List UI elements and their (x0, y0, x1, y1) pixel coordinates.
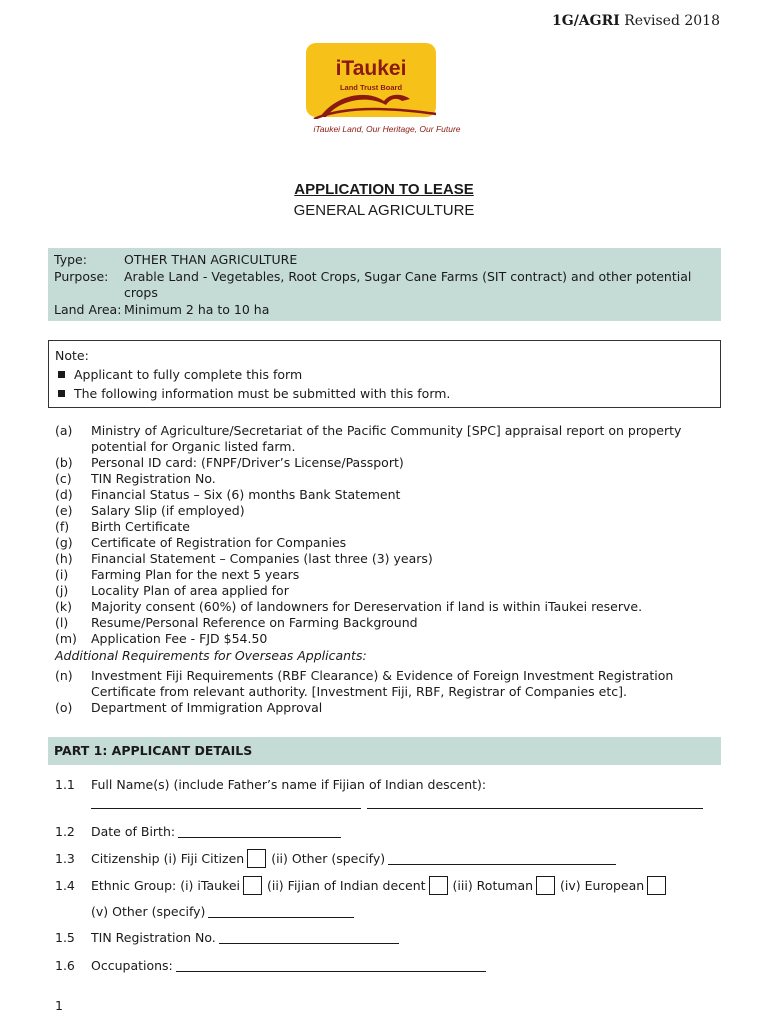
list-item (55, 487, 725, 503)
field-ethnic-other-row (91, 904, 354, 919)
overseas-heading: Additional Requirements for Overseas Applicants: (55, 648, 367, 663)
lease-info-box (48, 248, 721, 321)
list-item (55, 519, 725, 535)
item-text: Certificate of Registration for Companies (91, 535, 347, 550)
field-label: Ethnic Group: (i) iTaukei (91, 878, 240, 893)
item-key: (d) (55, 487, 73, 502)
item-text: Application Fee - FJD $54.50 (91, 631, 268, 646)
item-text: Majority consent (60%) of landowners for Dereservation if land is within iTaukei reserve. (91, 599, 643, 614)
list-item (55, 535, 725, 551)
citizenship-other-field[interactable] (388, 852, 616, 865)
ethnic-other-field[interactable] (208, 905, 354, 918)
item-text: Ministry of Agriculture/Secretariat of the Pacific Community [SPC] appraisal report on property potential for Organic listed farm. (91, 423, 682, 454)
field-label: Occupations: (91, 958, 173, 973)
full-name-lines (91, 796, 703, 809)
info-area-value: Minimum 2 ha to 10 ha (124, 301, 270, 317)
item-text: Resume/Personal Reference on Farming Background (91, 615, 418, 630)
field-full-name-row (55, 777, 486, 792)
field-citizenship-row (55, 849, 616, 868)
item-text: Department of Immigration Approval (91, 700, 323, 715)
page-subtitle: GENERAL AGRICULTURE (293, 202, 475, 219)
page-title: APPLICATION TO LEASE (294, 181, 474, 198)
fiji-citizen-checkbox[interactable] (247, 849, 266, 868)
logo-subtitle: Land Trust Board (339, 83, 403, 92)
note-box (48, 340, 721, 408)
item-key: (f) (55, 519, 70, 534)
note-heading: Note: (55, 348, 89, 363)
field-ethnic-row (55, 876, 671, 895)
note-item-text: Applicant to fully complete this form (74, 367, 303, 382)
item-key: (o) (55, 700, 73, 715)
info-type-label: Type: (54, 252, 87, 267)
logo-tagline: iTaukei Land, Our Heritage, Our Future (313, 124, 461, 134)
list-item (55, 567, 725, 583)
list-item (55, 615, 725, 631)
item-text: Locality Plan of area applied for (91, 583, 289, 598)
field-number: 1.4 (55, 878, 75, 893)
full-name-field-2[interactable] (367, 796, 703, 809)
bullet-square-icon (58, 390, 65, 397)
field-number: 1.6 (55, 958, 75, 973)
item-key: (l) (55, 615, 69, 630)
field-label: Full Name(s) (include Father’s name if Fijian of Indian descent): (91, 777, 487, 792)
list-item (55, 599, 725, 615)
page-number: 1 (55, 998, 63, 1013)
logo-badge (306, 43, 436, 117)
item-key: (n) (55, 668, 73, 683)
bullet-square-icon (58, 371, 65, 378)
info-area-label: Land Area: (54, 301, 122, 317)
field-occupation-row (55, 958, 486, 973)
field-label: (ii) Other (specify) (271, 851, 386, 866)
item-key: (m) (55, 631, 77, 646)
list-item (55, 668, 725, 700)
logo-brand: iTaukei (335, 57, 407, 80)
note-item (55, 365, 714, 384)
form-code (552, 13, 720, 29)
list-item (55, 631, 725, 647)
field-number: 1.5 (55, 930, 75, 945)
item-key: (g) (55, 535, 73, 550)
note-item (55, 384, 714, 403)
item-text: Investment Fiji Requirements (RBF Clearance) & Evidence of Foreign Investment Registration Certificate from relevant authority. [Investment Fiji, RBF, Registrar of Companies etc]. (91, 668, 674, 699)
part1-heading: PART 1: APPLICANT DETAILS (48, 737, 721, 765)
list-item (55, 583, 725, 599)
form-code-revision: Revised 2018 (624, 13, 720, 29)
field-dob-row (55, 824, 341, 839)
item-key: (a) (55, 423, 73, 438)
field-label: (iii) Rotuman (452, 878, 534, 893)
item-text: Financial Statement – Companies (last three (3) years) (91, 551, 433, 566)
item-key: (j) (55, 583, 69, 598)
note-item-text: The following information must be submitted with this form. (74, 386, 451, 401)
item-key: (c) (55, 471, 72, 486)
field-label: Date of Birth: (91, 824, 176, 839)
itaukei-checkbox[interactable] (243, 876, 262, 895)
tin-field[interactable] (219, 931, 399, 944)
field-tin-row (55, 930, 399, 945)
info-area-row (54, 302, 715, 319)
fijian-indian-checkbox[interactable] (429, 876, 448, 895)
info-purpose-value: Arable Land - Vegetables, Root Crops, Sugar Cane Farms (SIT contract) and other potential crops (124, 268, 692, 300)
list-item (55, 471, 725, 487)
list-item (55, 551, 725, 567)
european-checkbox[interactable] (647, 876, 666, 895)
occupation-field[interactable] (176, 959, 486, 972)
item-key: (e) (55, 503, 73, 518)
dob-field[interactable] (178, 825, 341, 838)
item-key: (b) (55, 455, 73, 470)
form-code-id: 1G/AGRI (552, 13, 620, 29)
item-key: (h) (55, 551, 73, 566)
info-purpose-label: Purpose: (54, 268, 109, 284)
item-text: Birth Certificate (91, 519, 190, 534)
item-text: Financial Status – Six (6) months Bank Statement (91, 487, 401, 502)
item-key: (k) (55, 599, 72, 614)
list-item (55, 700, 725, 716)
list-item (55, 455, 725, 471)
field-number: 1.2 (55, 824, 75, 839)
field-number: 1.3 (55, 851, 75, 866)
field-label: TIN Registration No. (91, 930, 216, 945)
field-label: (v) Other (specify) (91, 904, 206, 919)
info-type-value: OTHER THAN AGRICULTURE (124, 252, 298, 267)
field-label: Citizenship (i) Fiji Citizen (91, 851, 245, 866)
info-type-row (54, 252, 715, 269)
item-text: Farming Plan for the next 5 years (91, 567, 300, 582)
item-text: Salary Slip (if employed) (91, 503, 245, 518)
list-item (55, 503, 725, 519)
field-number: 1.1 (55, 777, 75, 792)
logo-swoosh-icon (306, 87, 436, 119)
item-text: Personal ID card: (FNPF/Driver’s License/Passport) (91, 455, 404, 470)
itaukei-logo (298, 43, 476, 139)
requirements-list (55, 423, 725, 716)
rotuman-checkbox[interactable] (536, 876, 555, 895)
info-purpose-row (54, 269, 715, 302)
item-text: TIN Registration No. (91, 471, 216, 486)
field-label: (ii) Fijian of Indian decent (266, 878, 426, 893)
full-name-field[interactable] (91, 796, 361, 809)
item-key: (i) (55, 567, 69, 582)
field-label: (iv) European (560, 878, 645, 893)
list-item (55, 423, 725, 455)
